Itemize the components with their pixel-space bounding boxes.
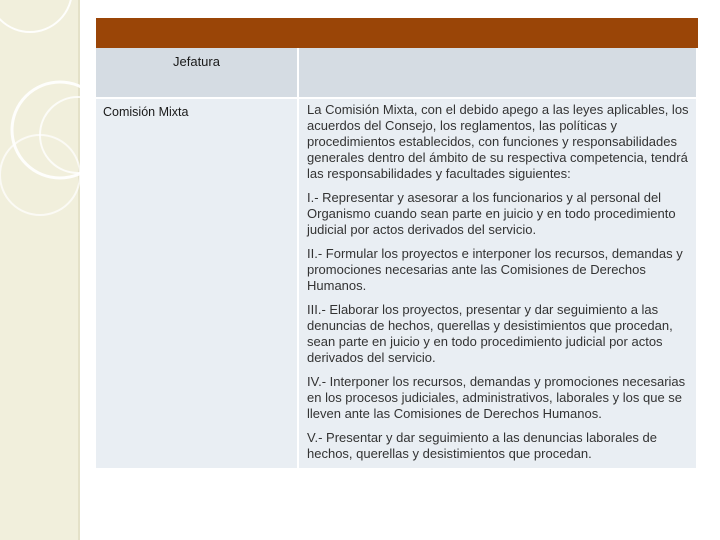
responsibility-item: V.- Presentar y dar seguimiento a las denuncias laborales de hechos, querellas y desistimientos que procedan. — [307, 430, 658, 461]
responsibility-item: I.- Representar y asesorar a los funcionarios y al personal del Organismo cuando sean parte en juicio y en todo procedimiento judicial por actos derivados del servicio. — [307, 190, 676, 237]
jefatura-table — [96, 18, 698, 468]
responsibility-item: II.- Formular los proyectos e interponer los recursos, demandas y promociones necesarias ante las Comisiones de Derechos Humanos. — [307, 246, 683, 293]
row-label: Comisión Mixta — [96, 98, 298, 468]
table-header-bar — [96, 18, 697, 48]
column-header-jefatura: Jefatura — [96, 48, 298, 98]
responsibility-item: III.- Elaborar los proyectos, presentar y dar seguimiento a las denuncias de hechos, querellas y desistimientos que procedan, sean parte en juicio y en todo procedimiento judicial por actos derivados del servicio. — [307, 302, 673, 365]
responsibility-item: IV.- Interponer los recursos, demandas y promociones necesarias en los procesos judiciales, administrativos, laborales y los que se lleven ante las Comisiones de Derechos Humanos. — [307, 374, 686, 421]
column-header-empty — [298, 48, 697, 98]
header-bar-cell — [298, 18, 697, 48]
table-column-header-row — [96, 48, 697, 98]
description-cell — [298, 98, 697, 468]
table-row — [96, 98, 697, 468]
header-bar-cell — [96, 18, 298, 48]
intro-paragraph: La Comisión Mixta, con el debido apego a las leyes aplicables, los acuerdos del Consejo, los reglamentos, las políticas y procedimientos establecidos, con funciones y responsabilidades generales dentro del ámbito de su respectiva competencia, tendrá las responsabilidades y facultades siguientes: — [307, 102, 689, 181]
